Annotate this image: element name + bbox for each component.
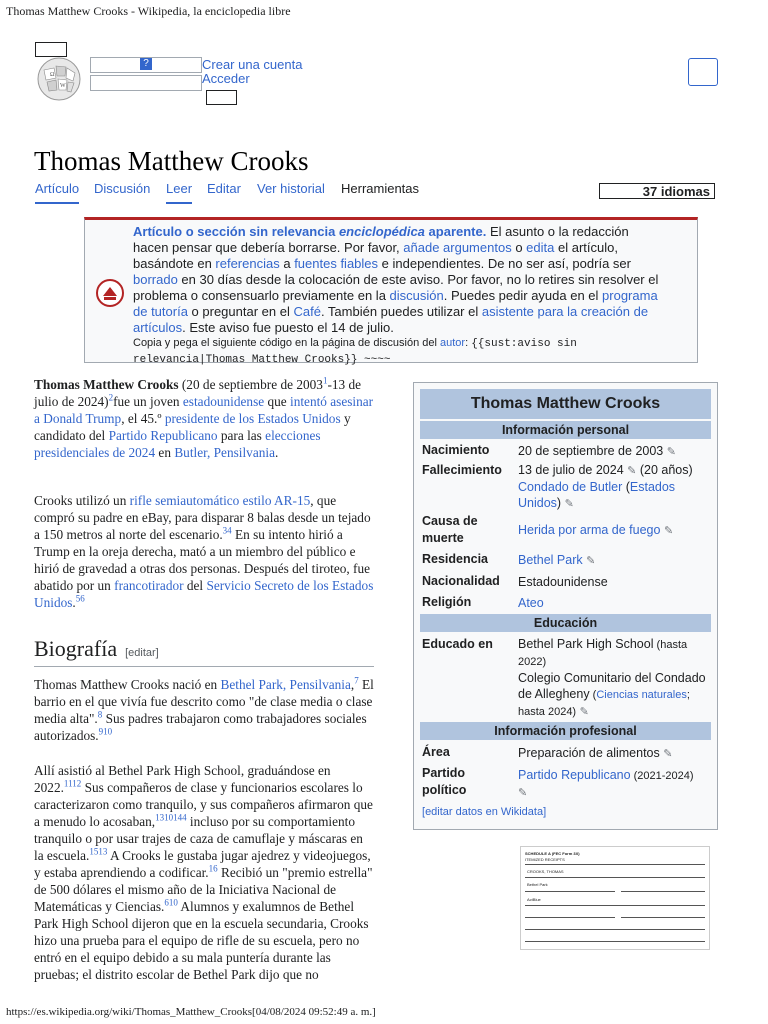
tab-editar[interactable]: Editar	[207, 181, 241, 196]
relevance-notice	[84, 217, 698, 366]
section-heading-biografia: Biografía [editar]	[34, 636, 159, 661]
infobox-value-area: Preparación de alimentos ✎	[518, 746, 673, 760]
infobox-label-residencia: Residencia	[422, 552, 489, 566]
create-account-link[interactable]: Crear una cuenta	[202, 57, 303, 72]
ateo-link[interactable]: Ateo	[518, 596, 544, 610]
infobox-value-educacion-1: Bethel Park High School (hasta 2022)	[518, 637, 688, 668]
svg-text:W: W	[60, 83, 66, 89]
infobox-label-causa: Causa de muerte	[422, 514, 478, 545]
infobox-section-educacion: Educación	[420, 614, 711, 632]
print-header: Thomas Matthew Crooks - Wikipedia, la enciclopedia libre	[6, 4, 291, 18]
infobox-section-profesional: Información profesional	[420, 722, 711, 740]
ref-link[interactable]: 1513	[89, 846, 108, 857]
ref-link[interactable]: 7	[354, 675, 359, 686]
edit-pencil-icon[interactable]: ✎	[627, 465, 637, 477]
discussion-link[interactable]: discusión	[389, 288, 444, 303]
biography-paragraph-1: Thomas Matthew Crooks nació en Bethel Park, Pensilvania,$^7$ El barrio en el que vivía fue descrito como "de clase media o clase media alta".$^8$ Sus padres trabajaron como trabajadores sociales autorizados.$^{910}$	[34, 675, 374, 743]
tab-discusion[interactable]: Discusión	[94, 181, 151, 196]
edit-pencil-icon[interactable]: ✎	[666, 446, 676, 458]
president-link[interactable]: presidente de los Estados Unidos	[164, 411, 341, 426]
search-button[interactable]	[206, 90, 237, 105]
reliable-sources-link[interactable]: fuentes fiables	[294, 256, 379, 271]
article-wizard-link[interactable]: asistente para la creación de artículos	[133, 304, 649, 335]
ref-link[interactable]: 1310144	[155, 812, 187, 823]
svg-text:Ω: Ω	[50, 72, 55, 78]
personal-tools-menu-button[interactable]	[688, 58, 718, 86]
secret-service-link[interactable]: Servicio Secreto de los Estados Unidos	[34, 578, 374, 610]
assassination-link[interactable]: intentó asesinar a Donald Trump	[34, 394, 374, 426]
infobox-label-area: Área	[422, 745, 450, 759]
tab-articulo[interactable]: Artículo	[35, 181, 80, 196]
infobox-label-religion: Religión	[422, 595, 472, 609]
infobox-value-causa	[518, 522, 714, 539]
notice-text: Artículo o sección sin relevancia enciclopédica aparente. El asunto o la redacción hacen pensar que debería borrarse. Por favor, añade argumentos o edita el artículo, basándote en referencias a fuentes fiables e independientes. De no ser así, podría ser borrado en 30 días desde la colocación de este aviso. Por favor, no lo retires sin resolver el problema o consensuarlo previamente en la discusión. Puedes pedir ayuda en el programa de tutoría o preguntar en el Café. También puedes utilizar el asistente para la creación de artículos. Este aviso fue puesto el 14 de julio. Copia y pega el siguiente código en la página de discusión del autor: {{sust:aviso sin relevancia|Thomas Matthew Crooks}} ~~~~	[133, 224, 661, 368]
edit-pencil-icon[interactable]: ✎	[663, 525, 674, 537]
bethel-park-link[interactable]: Bethel Park, Pensilvania	[220, 677, 351, 692]
infobox-value-nacimiento: 20 de septiembre de 2003 ✎	[518, 444, 676, 458]
doc-text-schedule: SCHEDULE A (FEC Form 3X)	[525, 851, 580, 856]
infobox-value-partido: Partido Republicano (2021-2024) ✎	[518, 768, 694, 799]
infobox-label-nacionalidad: Nacionalidad	[422, 574, 500, 588]
search-input-secondary[interactable]	[90, 75, 202, 91]
infobox-title: Thomas Matthew Crooks	[420, 389, 711, 419]
cafe-link[interactable]: Café	[293, 304, 321, 319]
edit-pencil-icon[interactable]: ✎	[518, 787, 528, 799]
infobox-section-personal: Información personal	[420, 421, 711, 439]
doc-text-entity: ActBlue	[527, 897, 541, 902]
infobox-label-fallecimiento: Fallecimiento	[422, 463, 502, 477]
help-icon[interactable]: ?	[140, 58, 152, 70]
intro-paragraph: Thomas Matthew Crooks (20 de septiembre de 2003$^1$-13 de julio de 2024)$^2$fue un joven estadounidense que intentó asesinar a Donald Trump, el 45.º presidente de los Estados Unidos y candidato del Partido Republicano para las elecciones presidenciales de 2024 en Butler, Pensilvania.	[34, 375, 374, 460]
notice-code-hint: Copia y pega el siguiente código en la página de discusión del autor: {{sust:aviso sin relevancia|Thomas Matthew Crooks}} ~~~~	[133, 337, 577, 366]
login-link[interactable]: Acceder	[202, 71, 250, 86]
tab-ver-historial[interactable]: Ver historial	[257, 181, 325, 196]
republican-party-link[interactable]: Partido Republicano	[108, 428, 218, 443]
edit-pencil-icon[interactable]: ✎	[663, 748, 673, 760]
ref-link[interactable]: 34	[222, 525, 232, 536]
edit-section-link[interactable]: [editar]	[125, 647, 159, 659]
doc-text-city: Bethel Park	[527, 882, 548, 887]
ciencias-naturales-link[interactable]: Ciencias naturales	[596, 689, 687, 701]
infobox-label-partido: Partido político	[422, 766, 467, 797]
elections-2024-link[interactable]: elecciones presidenciales de 2024	[34, 428, 321, 460]
infobox-value-educacion-2: Colegio Comunitario del Condado de Allegheny (Ciencias naturales; hasta 2024) ✎	[518, 671, 706, 718]
partido-republicano-infobox-link[interactable]: Partido Republicano	[518, 768, 631, 782]
infobox-value-religion	[518, 595, 714, 611]
add-arguments-link[interactable]: añade argumentos	[403, 240, 512, 255]
ref-link[interactable]: 610	[164, 897, 178, 908]
edit-wikidata-link[interactable]: [editar datos en Wikidata]	[422, 806, 547, 818]
estados-unidos-link[interactable]: Estados Unidos	[518, 480, 676, 510]
edit-pencil-icon[interactable]: ✎	[579, 706, 589, 718]
page-title: Thomas Matthew Crooks	[34, 146, 309, 176]
rifle-link[interactable]: rifle semiautomático estilo AR-15	[129, 493, 311, 508]
references-link[interactable]: referencias	[215, 256, 280, 271]
ref-link[interactable]: 1	[322, 375, 328, 386]
ref-link[interactable]: 8	[97, 709, 103, 720]
gunshot-link[interactable]: Herida por arma de fuego	[518, 523, 661, 537]
attack-paragraph: Crooks utilizó un rifle semiautomático estilo AR-15, que compró su padre en eBay, para disparar 8 balas desde un tejado a 150 metros al norte del escenario.$^{34}$ En su intento hirió a Trump en la oreja derecha, mató a un miembro del público e hirió de gravedad a otras dos personas. Después del tiroteo, fue abatido por un francotirador del Servicio Secreto de los Estados Unidos.$^{56}$	[34, 493, 374, 610]
tutoring-program-link[interactable]: programa de tutoría	[133, 288, 658, 319]
wikipedia-logo[interactable]	[34, 56, 84, 102]
ref-link[interactable]: 16	[208, 863, 218, 874]
edit-pencil-icon[interactable]: ✎	[586, 555, 596, 567]
edit-link[interactable]: edita	[526, 240, 555, 255]
edit-pencil-icon[interactable]: ✎	[564, 498, 574, 510]
sniper-link[interactable]: francotirador	[114, 578, 184, 593]
notice-code: {{sust:aviso sin relevancia|Thomas Matthew Crooks}} ~~~~	[133, 338, 577, 366]
infobox-label-nacimiento: Nacimiento	[422, 443, 490, 457]
ref-link[interactable]: 2	[108, 392, 114, 403]
languages-button[interactable]: 37 idiomas	[599, 183, 715, 199]
condado-butler-link[interactable]: Condado de Butler	[518, 480, 623, 494]
infobox-label-educado: Educado en	[422, 637, 493, 651]
infobox-value-nacionalidad: Estadounidense	[518, 575, 608, 589]
main-menu-toggle[interactable]	[35, 42, 67, 57]
doc-text-itemized: ITEMIZED RECEIPTS	[525, 857, 565, 862]
author-link[interactable]: autor	[440, 337, 466, 349]
butler-link[interactable]: Butler, Pensilvania	[174, 445, 275, 460]
biography-paragraph-2: Allí asistió al Bethel Park High School, graduándose en 2022.$^{1112}$ Sus compañeros de clase y funcionarios escolares lo caracterizaron como tranquilo, y sus compañeros afirmaron que a menudo lo acosaban,$^{1310144}$ incluso por su comportamiento tranquilo o por usar trajes de caza de camuflaje y máscaras en la escuela.$^{1513}$ A Crooks le gustaba jugar ajedrez y videojuegos, y estaba aprendiendo a codificar.$^{16}$ Recibió un "premio estrella" de 500 dólares el mismo año de la Iniciativa Nacional de Matemáticas y Ciencias.$^{610}$ Alumnos y exalumnos de Bethel Park High School dijeron que en la escuela secundaria, Crooks hizo una prueba para el equipo de rifle de su escuela, pero no entró en el equipo debido a su mala puntería durante las pruebas; el distrito escolar de Bethel Park dijo que no	[34, 763, 373, 982]
warning-circle-icon	[95, 278, 125, 308]
bethel-park-infobox-link[interactable]: Bethel Park	[518, 553, 583, 567]
infobox-value-fallecimiento: 13 de julio de 2024 ✎ (20 años) Condado de Butler (Estados Unidos) ✎	[518, 463, 693, 510]
doc-text-name: CROOKS, THOMAS	[527, 869, 564, 874]
heading-underline	[34, 666, 374, 667]
infobox	[413, 382, 718, 830]
deleted-link[interactable]: borrado	[133, 272, 178, 287]
ref-link[interactable]: 56	[75, 593, 85, 604]
fec-receipt-image[interactable]	[520, 846, 710, 950]
ref-link[interactable]: 910	[98, 726, 113, 737]
tab-leer[interactable]: Leer	[166, 181, 193, 196]
print-footer: https://es.wikipedia.org/wiki/Thomas_Matthew_Crooks[04/08/2024 09:52:49 a. m.]	[6, 1006, 376, 1018]
notice-title: Artículo o sección sin relevancia enciclopédica aparente.	[133, 224, 487, 239]
ref-link[interactable]: 1112	[63, 778, 82, 789]
infobox-value-residencia	[518, 552, 714, 569]
tab-herramientas[interactable]: Herramientas	[341, 181, 420, 196]
estadounidense-link[interactable]: estadounidense	[182, 394, 265, 409]
